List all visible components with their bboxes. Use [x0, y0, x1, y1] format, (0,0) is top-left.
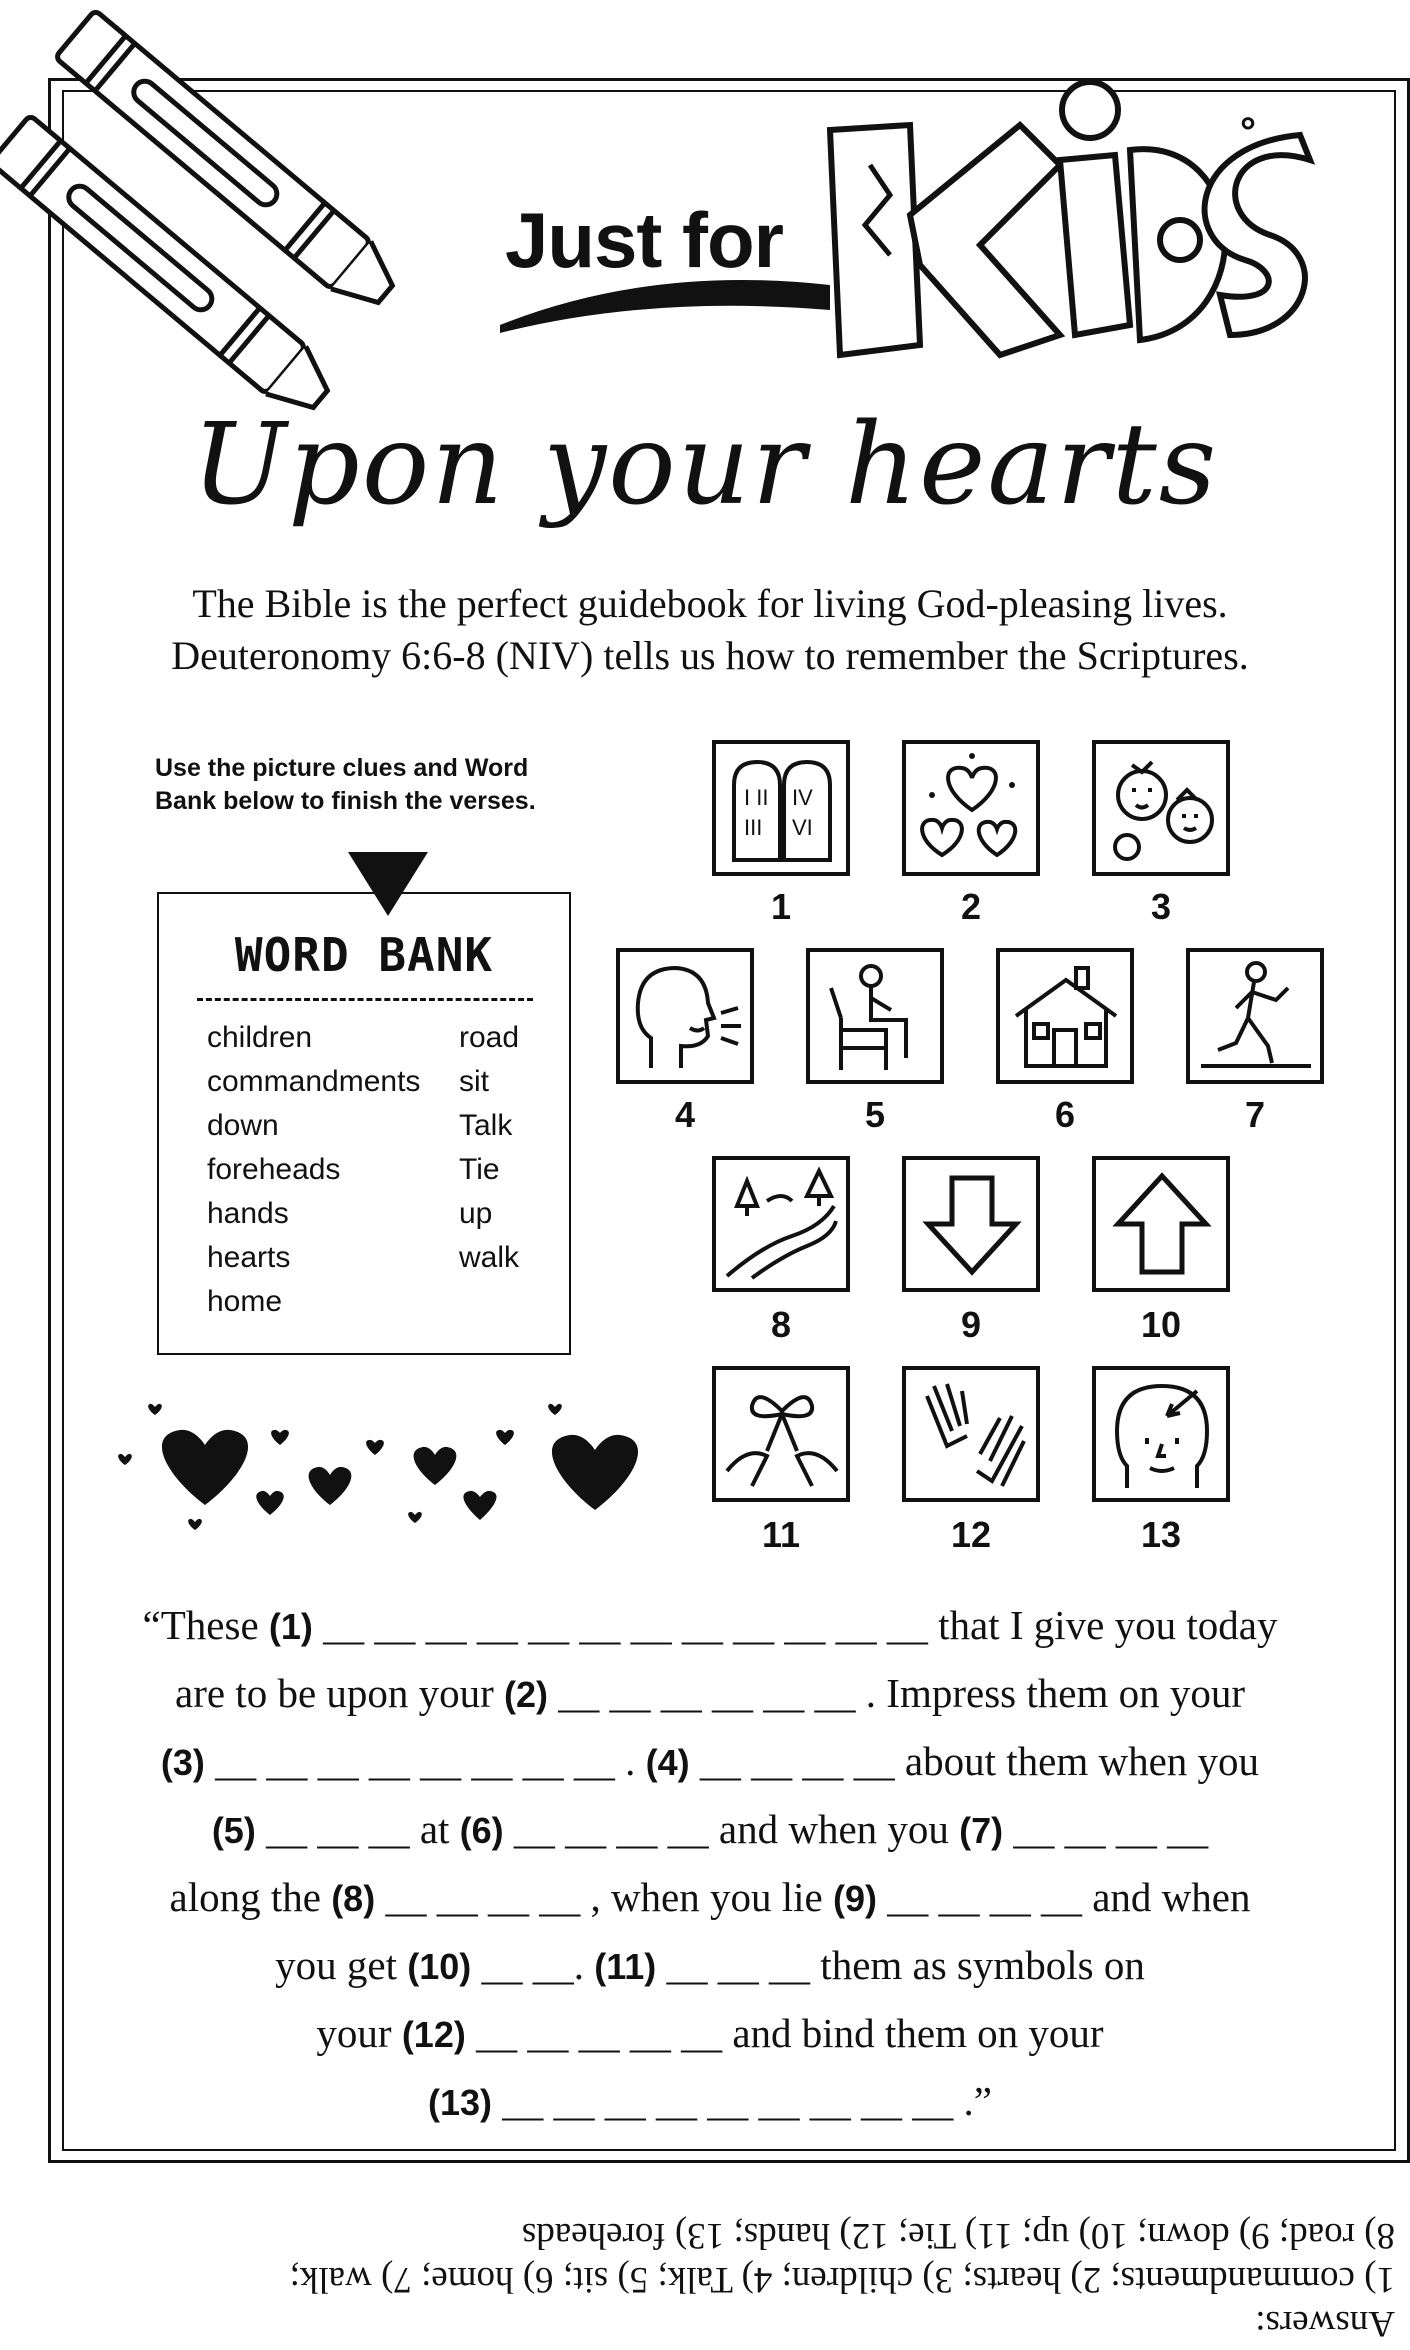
- verse-fill-in: [70, 1592, 1350, 2136]
- blank-number: (2): [504, 1674, 549, 1715]
- verse-text: you get: [275, 1942, 408, 1988]
- instructions-line-1: Use the picture clues and Word: [155, 754, 529, 782]
- clue-number: 11: [761, 1514, 801, 1555]
- word-bank-word: down: [207, 1109, 279, 1142]
- answers-line-2: 8) road; 9) down; 10) up; 11) Tie; 12) hands; 13) foreheads: [521, 2215, 1395, 2256]
- page-title: Upon your hearts: [191, 400, 1219, 530]
- clue-number: 12: [950, 1514, 992, 1555]
- clue-number: 9: [960, 1304, 982, 1345]
- answers-line-1: 1) commandments; 2) hearts; 3) children; 4) Talk; 5) sit; 6) home; 7) walk;: [289, 2259, 1395, 2300]
- blank-number: (4): [645, 1742, 690, 1783]
- word-bank-word: up: [459, 1197, 493, 1230]
- answers-text: [290, 2213, 1395, 2345]
- blank-number: (9): [832, 1878, 877, 1919]
- word-bank-word: home: [207, 1285, 283, 1318]
- word-bank-word: road: [459, 1021, 520, 1054]
- word-bank-word: sit: [459, 1065, 489, 1098]
- word-bank-word: commandments: [207, 1065, 421, 1098]
- word-bank-divider: [197, 998, 533, 1001]
- intro-line-2: Deuteronomy 6:6-8 (NIV) tells us how to remember the Scriptures.: [171, 633, 1249, 678]
- intro-line-1: The Bible is the perfect guidebook for living God-pleasing lives.: [192, 581, 1228, 626]
- clue-1-tablets-icon: [712, 740, 850, 876]
- verse-text: along the: [169, 1874, 332, 1920]
- clue-7-walking-person-icon: [1186, 948, 1324, 1084]
- answer-blank: __ __ __ __ __ __ __ __ .: [204, 1738, 646, 1784]
- clue-number: 5: [864, 1094, 886, 1135]
- blank-number: (1): [268, 1606, 313, 1647]
- clue-number: 8: [770, 1304, 792, 1345]
- intro-text: [70, 578, 1350, 682]
- kids-logo: [790, 55, 1360, 375]
- svg-text:III: III: [744, 815, 763, 840]
- clue-number: 4: [674, 1094, 696, 1135]
- word-bank-word: foreheads: [207, 1153, 341, 1186]
- verse-line-2: [70, 1660, 1350, 1728]
- word-bank-word: children: [207, 1021, 313, 1054]
- clue-number: 1: [770, 886, 792, 927]
- verse-text: and bind them on your: [732, 2010, 1104, 2056]
- answer-blank: __ __ __ __: [503, 1806, 719, 1852]
- answer-blank: __ __ __ __ __ __ __ __ __ .”: [492, 2078, 992, 2124]
- clue-2-hearts-icon: [902, 740, 1040, 876]
- verse-text: are to be upon your: [175, 1670, 505, 1716]
- blank-number: (7): [959, 1810, 1004, 1851]
- verse-text: and when you: [718, 1806, 960, 1852]
- word-bank-word: walk: [459, 1241, 520, 1274]
- clue-8-road-icon: [712, 1156, 850, 1292]
- clue-number: 13: [1140, 1514, 1182, 1555]
- answer-blank: __ __ __ __ __ __ .: [548, 1670, 877, 1716]
- svg-text:I II: I II: [744, 785, 769, 810]
- blank-number: (3): [160, 1742, 205, 1783]
- answer-blank: __ __ __ __: [1003, 1806, 1209, 1852]
- header-just-for: Just for: [505, 196, 784, 284]
- clue-3-children-icon: [1092, 740, 1230, 876]
- clue-number: 7: [1244, 1094, 1266, 1135]
- answer-blank: __ __ __: [656, 1942, 821, 1988]
- instructions-line-2: Bank below to finish the verses.: [155, 787, 536, 815]
- verse-text: at: [419, 1806, 460, 1852]
- answers-upside-down: [0, 2175, 1410, 2345]
- blank-number: (6): [459, 1810, 504, 1851]
- verse-text: and when: [1092, 1874, 1251, 1920]
- answer-blank: __ __ __ __ __ __ __ __ __ __ __ __: [312, 1602, 939, 1648]
- word-bank-title: WORD BANK: [234, 928, 494, 982]
- verse-text: about them when you: [904, 1738, 1260, 1784]
- answer-blank: __ __ __ __: [876, 1874, 1093, 1920]
- clue-number: 3: [1150, 886, 1172, 927]
- answer-blank: __ __ __ __: [689, 1738, 905, 1784]
- clue-9-down-arrow-icon: [902, 1156, 1040, 1292]
- clue-number: 6: [1054, 1094, 1076, 1135]
- verse-text: Impress them on your: [876, 1670, 1245, 1716]
- word-bank-word: hearts: [207, 1241, 291, 1274]
- verse-line-3: [70, 1728, 1350, 1796]
- verse-line-6: [70, 1932, 1350, 2000]
- verse-line-8: [70, 2068, 1350, 2136]
- answers-label: Answers:: [1255, 2303, 1395, 2344]
- blank-number: (5): [211, 1810, 256, 1851]
- verse-text: your: [316, 2010, 402, 2056]
- clue-5-sitting-person-icon: [806, 948, 944, 1084]
- clue-11-tie-bow-icon: [712, 1366, 850, 1502]
- crayons-icon: [0, 0, 480, 440]
- svg-text:°: °: [1240, 110, 1256, 154]
- word-bank-word: Talk: [459, 1109, 513, 1142]
- word-bank-right-column: [459, 1016, 519, 1280]
- word-bank-word: Tie: [459, 1153, 500, 1186]
- verse-line-5: [70, 1864, 1350, 1932]
- clue-10-up-arrow-icon: [1092, 1156, 1230, 1292]
- svg-text:VI: VI: [792, 815, 813, 840]
- blank-number: (13): [428, 2082, 493, 2123]
- clue-12-hands-icon: [902, 1366, 1040, 1502]
- verse-text: , when you lie: [590, 1874, 833, 1920]
- blank-number: (8): [331, 1878, 376, 1919]
- answer-blank: __ __.: [471, 1942, 595, 1988]
- word-bank: [157, 892, 571, 1355]
- word-bank-left-column: [207, 1016, 420, 1324]
- verse-line-1: [70, 1592, 1350, 1660]
- clue-6-house-icon: [996, 948, 1134, 1084]
- svg-text:IV: IV: [792, 785, 813, 810]
- verse-text: that I give you today: [938, 1602, 1278, 1648]
- instructions: [155, 752, 615, 818]
- clue-4-talking-face-icon: [616, 948, 754, 1084]
- clue-number: 10: [1140, 1304, 1182, 1345]
- clue-13-forehead-icon: [1092, 1366, 1230, 1502]
- blank-number: (12): [401, 2014, 466, 2055]
- answer-blank: __ __ __ __: [375, 1874, 591, 1920]
- verse-text: “These: [142, 1602, 269, 1648]
- answer-blank: __ __ __: [255, 1806, 420, 1852]
- verse-line-7: [70, 2000, 1350, 2068]
- blank-number: (11): [594, 1946, 657, 1987]
- decorative-hearts-icon: [105, 1395, 665, 1545]
- blank-number: (10): [407, 1946, 472, 1987]
- clue-number: 2: [960, 886, 982, 927]
- verse-text: them as symbols on: [820, 1942, 1145, 1988]
- word-bank-word: hands: [207, 1197, 289, 1230]
- verse-line-4: [70, 1796, 1350, 1864]
- answer-blank: __ __ __ __ __: [465, 2010, 733, 2056]
